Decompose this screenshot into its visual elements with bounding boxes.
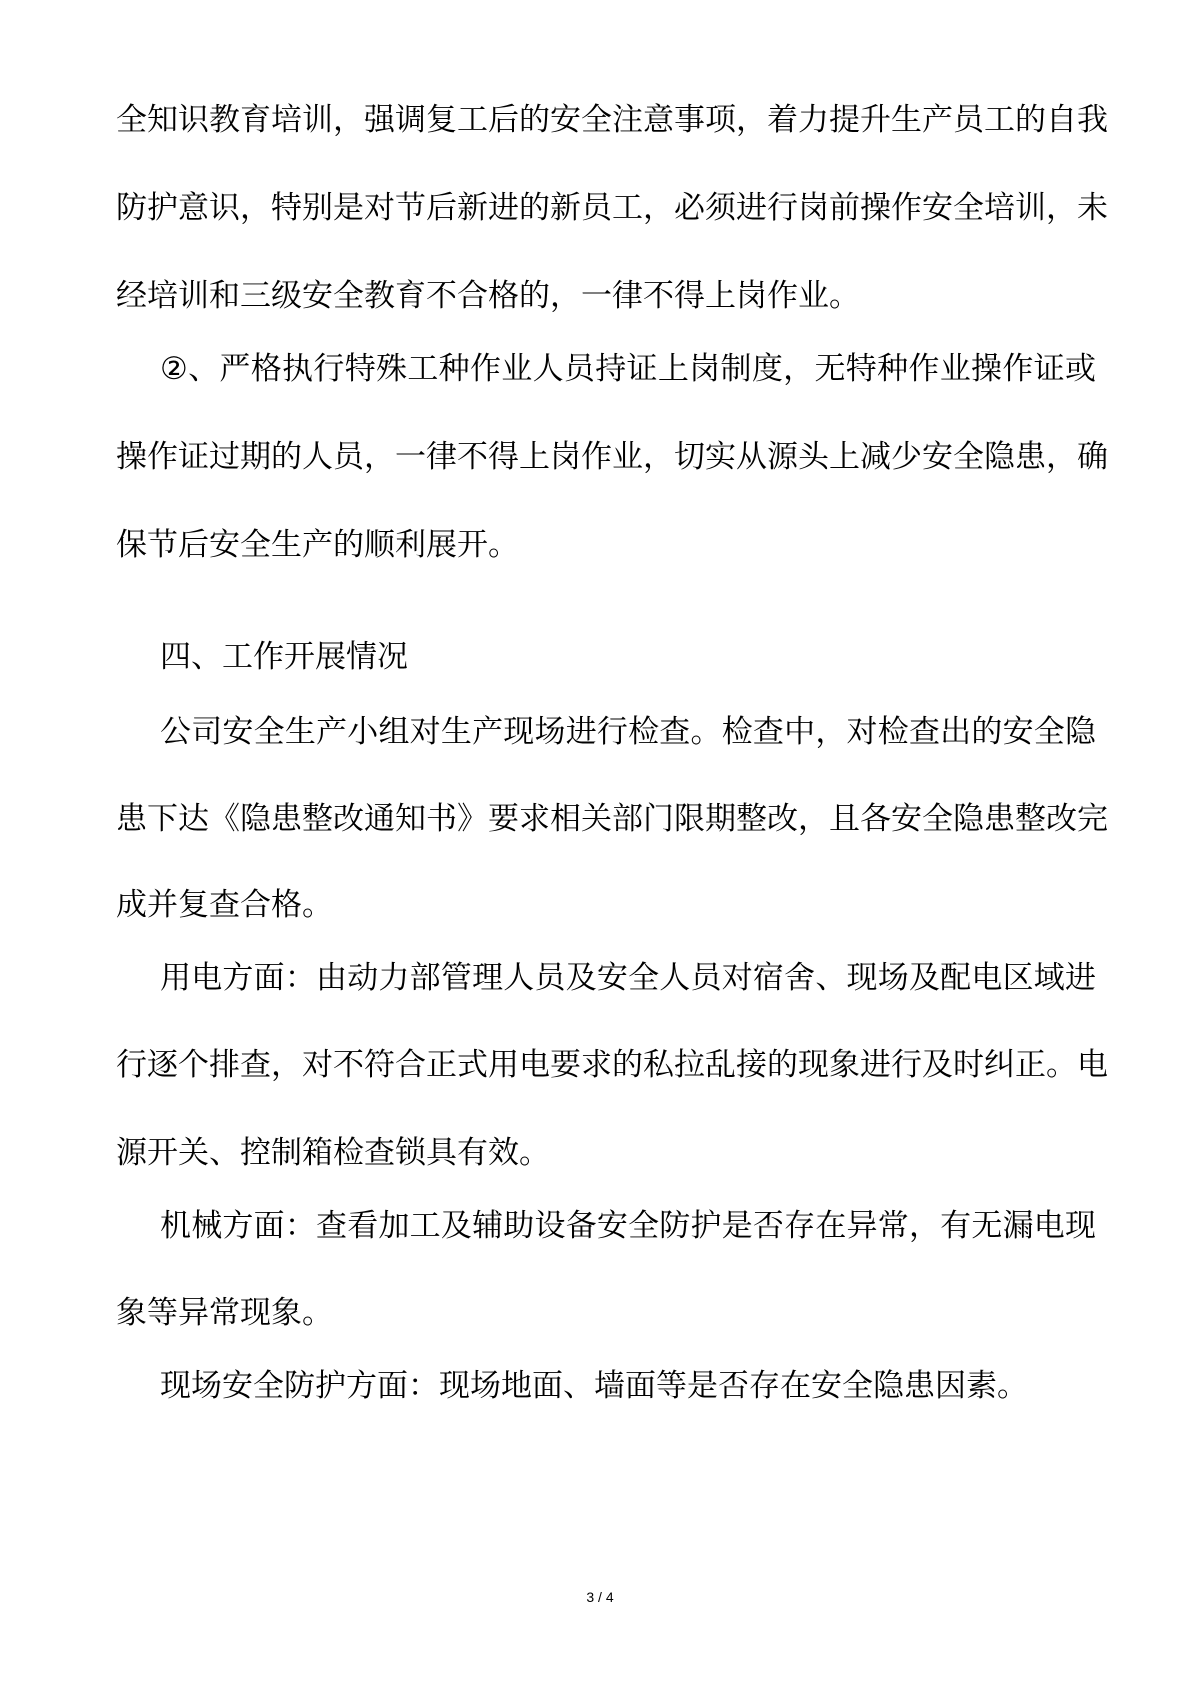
text-line-11: 用电方面：由动力部管理人员及安全人员对宿舍、现场及配电区域进 <box>160 960 1096 996</box>
text-line-8: 公司安全生产小组对生产现场进行检查。检查中，对检查出的安全隐 <box>160 714 1096 750</box>
page-number: 3 / 4 <box>586 1589 614 1605</box>
text-line-1: 全知识教育培训，强调复工后的安全注意事项，着力提升生产员工的自我 <box>116 102 1108 138</box>
text-line-10: 成并复查合格。 <box>116 887 333 923</box>
text-line-12: 行逐个排查，对不符合正式用电要求的私拉乱接的现象进行及时纠正。电 <box>116 1047 1108 1083</box>
text-line-3: 经培训和三级安全教育不合格的，一律不得上岗作业。 <box>116 278 860 314</box>
text-line-2: 防护意识，特别是对节后新进的新员工，必须进行岗前操作安全培训，未 <box>116 190 1108 226</box>
text-line-5: 操作证过期的人员，一律不得上岗作业，切实从源头上减少安全隐患，确 <box>116 439 1108 475</box>
text-line-9: 患下达《隐患整改通知书》要求相关部门限期整改，且各安全隐患整改完 <box>116 801 1108 837</box>
text-line-15: 象等异常现象。 <box>116 1295 333 1331</box>
text-line-13: 源开关、控制箱检查锁具有效。 <box>116 1135 550 1171</box>
section-heading: 四、工作开展情况 <box>160 639 408 675</box>
text-line-14: 机械方面：查看加工及辅助设备安全防护是否存在异常，有无漏电现 <box>160 1208 1096 1244</box>
text-line-4: ②、严格执行特殊工种作业人员持证上岗制度，无特种作业操作证或 <box>160 351 1096 387</box>
text-line-6: 保节后安全生产的顺利展开。 <box>116 527 519 563</box>
text-line-16: 现场安全防护方面：现场地面、墙面等是否存在安全隐患因素。 <box>160 1368 1028 1404</box>
